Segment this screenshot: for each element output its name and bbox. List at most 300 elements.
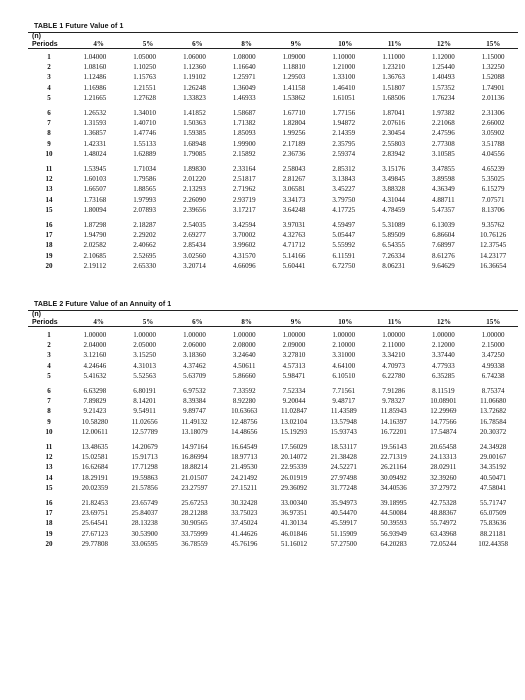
value-cell: 29.00167: [480, 453, 507, 462]
value-cell: 2.29202: [133, 231, 157, 240]
table-row: [28, 498, 518, 508]
value-cell: 9.64629: [431, 261, 455, 270]
table-row: [28, 128, 518, 138]
table-row: [28, 452, 518, 462]
rate-headers: [74, 318, 518, 326]
value-cell: 33.75999: [181, 529, 208, 538]
value-cell: 2.93719: [232, 195, 256, 204]
value-cell: 14.48656: [231, 427, 258, 436]
period-cell: 5: [47, 93, 51, 102]
value-cell: 29.36092: [280, 483, 308, 492]
value-cell: 1.00000: [382, 331, 405, 339]
table-row: [28, 164, 518, 174]
value-cell: 1.06000: [183, 53, 206, 61]
table-row: [28, 205, 518, 215]
value-cell: 25.67253: [181, 499, 208, 508]
value-cell: 2.85312: [332, 165, 356, 174]
value-cell: 1.85093: [232, 129, 256, 138]
column-header-row: [28, 40, 518, 48]
value-cell: 1.00000: [183, 331, 206, 339]
rate-header: 12%: [436, 40, 451, 48]
value-cell: 2.07616: [382, 119, 405, 128]
value-cell: 1.00000: [282, 331, 306, 339]
value-cell: 2.04000: [83, 341, 107, 350]
value-cell: 25.84037: [131, 509, 158, 518]
period-cell: 16: [45, 221, 53, 230]
value-cell: 1.12000: [431, 53, 455, 61]
value-cell: 1.15763: [133, 73, 157, 82]
value-cell: 1.36857: [83, 129, 107, 138]
value-cell: 1.71034: [133, 165, 157, 174]
period-cell: 1: [47, 53, 51, 61]
value-cell: 51.15909: [330, 529, 357, 538]
value-cell: 32.39260: [430, 473, 457, 482]
value-cell: 2.05000: [133, 341, 157, 350]
rate-header: 10%: [338, 40, 353, 48]
table-caption: TABLE 2 Future Value of an Annuity of 1: [34, 301, 172, 308]
value-cell: 1.99256: [282, 129, 306, 138]
value-cell: 4.70973: [382, 361, 405, 370]
value-cell: 2.71962: [232, 185, 256, 194]
value-cell: 1.97382: [431, 109, 455, 118]
value-cell: 25.64541: [81, 519, 109, 528]
value-cell: 2.65330: [133, 261, 157, 270]
value-cell: 1.12486: [83, 73, 107, 82]
value-cell: 23.65749: [131, 499, 158, 508]
value-cell: 40.50471: [480, 473, 507, 482]
value-cell: 39.18995: [380, 499, 407, 508]
period-cell: 8: [47, 129, 51, 138]
value-cell: 24.13313: [430, 453, 457, 462]
value-cell: 3.47855: [431, 165, 455, 174]
row-group: [28, 495, 518, 551]
value-cell: 8.75374: [481, 387, 505, 396]
value-cell: 1.36763: [382, 73, 405, 82]
table-body: [28, 327, 518, 551]
value-cell: 17.71298: [131, 463, 158, 472]
value-cell: 75.83636: [480, 519, 507, 528]
table-row: [28, 93, 518, 103]
value-cell: 5.63709: [183, 371, 206, 380]
period-cell: 2: [47, 341, 51, 350]
period-cell: 18: [45, 241, 53, 250]
period-cell: 12: [45, 453, 53, 462]
value-cell: 1.79085: [183, 149, 206, 158]
value-cell: 30.09492: [380, 473, 407, 482]
value-cell: 1.80094: [83, 205, 107, 214]
value-cell: 1.05000: [133, 53, 157, 61]
period-cell: 13: [45, 185, 53, 194]
value-cell: 3.20714: [183, 261, 206, 270]
value-cell: 1.61051: [332, 93, 356, 102]
table-row: [28, 406, 518, 416]
value-cell: 8.11519: [432, 387, 455, 396]
rate-header: 12%: [436, 318, 451, 326]
value-cell: 5.41632: [83, 371, 107, 380]
value-cell: 1.77156: [332, 109, 356, 118]
row-group: [28, 217, 518, 273]
table-row: [28, 462, 518, 472]
value-cell: 3.17217: [232, 205, 256, 214]
value-cell: 1.00000: [83, 331, 107, 339]
value-cell: 2.47596: [431, 129, 455, 138]
value-cell: 64.20283: [380, 539, 407, 548]
value-cell: 1.04000: [83, 53, 107, 61]
value-cell: 4.57313: [282, 361, 306, 370]
rate-header: 15%: [486, 40, 501, 48]
table-row: [28, 386, 518, 396]
table-row: [28, 118, 518, 128]
value-cell: 14.97164: [181, 443, 208, 452]
value-cell: 2.30454: [382, 129, 405, 138]
value-cell: 1.29503: [282, 73, 306, 82]
value-cell: 1.55133: [133, 139, 157, 148]
rate-header: 8%: [241, 318, 252, 326]
value-cell: 3.05902: [481, 129, 505, 138]
value-cell: 1.66507: [83, 185, 107, 194]
value-cell: 2.15892: [232, 149, 256, 158]
period-cell: 6: [47, 109, 51, 118]
value-cell: 1.25440: [431, 63, 455, 72]
value-cell: 16.62684: [81, 463, 109, 472]
period-cell: 10: [45, 149, 53, 158]
value-cell: 45.59917: [330, 519, 357, 528]
value-cell: 2.18287: [133, 221, 157, 230]
rate-header: 9%: [290, 318, 302, 326]
value-cell: 1.12360: [183, 63, 206, 72]
period-cell: 16: [45, 499, 53, 508]
value-cell: 3.99602: [232, 241, 256, 250]
rate-header: 4%: [93, 318, 104, 326]
value-cell: 37.45024: [231, 519, 258, 528]
value-cell: 36.97351: [280, 509, 308, 518]
value-cell: 26.21164: [380, 463, 407, 472]
value-cell: 6.15279: [481, 185, 505, 194]
value-cell: 9.54911: [133, 407, 156, 416]
value-cell: 1.87041: [382, 109, 405, 118]
value-cell: 21.01507: [181, 473, 208, 482]
value-cell: 33.00340: [280, 499, 308, 508]
value-cell: 7.91286: [382, 387, 405, 396]
value-cell: 1.41852: [183, 109, 206, 118]
value-cell: 34.35192: [480, 463, 507, 472]
value-cell: 27.15211: [231, 483, 258, 492]
period-cell: 15: [45, 205, 53, 214]
table-row: [28, 220, 518, 230]
value-cell: 42.75328: [430, 499, 457, 508]
table-row: [28, 195, 518, 205]
value-cell: 55.71747: [480, 499, 507, 508]
value-cell: 1.62889: [133, 149, 157, 158]
period-cell: 8: [47, 407, 51, 416]
value-cell: 1.40710: [133, 119, 157, 128]
value-cell: 2.31306: [481, 109, 505, 118]
value-cell: 24.21492: [231, 473, 258, 482]
value-cell: 13.18079: [181, 427, 208, 436]
value-cell: 1.16640: [232, 63, 256, 72]
table-row: [28, 83, 518, 93]
period-cell: 12: [45, 175, 53, 184]
value-cell: 4.37462: [183, 361, 206, 370]
value-cell: 1.50363: [183, 119, 206, 128]
value-cell: 2.55803: [382, 139, 405, 148]
value-cell: 1.60103: [83, 175, 107, 184]
value-cell: 9.78327: [382, 397, 405, 406]
period-cell: 4: [47, 361, 51, 370]
value-cell: 6.10510: [332, 371, 356, 380]
period-cell: 17: [45, 509, 53, 518]
value-cell: 3.10585: [431, 149, 455, 158]
value-cell: 2.26090: [183, 195, 206, 204]
value-cell: 7.68997: [431, 241, 455, 250]
value-cell: 2.35795: [332, 139, 356, 148]
value-cell: 1.79586: [133, 175, 157, 184]
value-cell: 1.67710: [282, 109, 306, 118]
value-cell: 21.49530: [231, 463, 258, 472]
value-cell: 30.53900: [131, 529, 158, 538]
value-cell: 18.29191: [81, 473, 109, 482]
value-cell: 31.77248: [330, 483, 357, 492]
value-cell: 44.50084: [380, 509, 407, 518]
value-cell: 51.16012: [280, 539, 308, 548]
value-cell: 3.13843: [332, 175, 356, 184]
value-cell: 1.10250: [133, 63, 157, 72]
value-cell: 8.06231: [382, 261, 405, 270]
table-row: [28, 261, 518, 271]
value-cell: 23.69751: [81, 509, 109, 518]
value-cell: 1.34010: [133, 109, 157, 118]
value-cell: 17.56029: [280, 443, 308, 452]
value-cell: 2.83942: [382, 149, 405, 158]
value-cell: 1.76234: [431, 93, 455, 102]
period-cell: 2: [47, 63, 51, 72]
value-cell: 1.32250: [481, 63, 505, 72]
value-cell: 1.74901: [481, 83, 505, 92]
value-cell: 1.00000: [481, 331, 505, 339]
rate-header: 9%: [290, 40, 302, 48]
value-cell: 3.15250: [133, 351, 157, 360]
value-cell: 1.33823: [183, 93, 206, 102]
value-cell: 1.42331: [83, 139, 107, 148]
value-cell: 11.06680: [480, 397, 507, 406]
value-cell: 29.77808: [81, 539, 109, 548]
value-cell: 6.63298: [83, 387, 107, 396]
value-cell: 1.27628: [133, 93, 157, 102]
value-cell: 1.00000: [332, 331, 356, 339]
value-cell: 18.53117: [330, 443, 357, 452]
value-cell: 2.81267: [282, 175, 306, 184]
table-row: [28, 330, 518, 340]
value-cell: 26.01919: [280, 473, 308, 482]
value-cell: 6.35285: [431, 371, 455, 380]
value-cell: 24.52271: [330, 463, 357, 472]
value-cell: 18.88214: [181, 463, 208, 472]
value-cell: 34.40536: [380, 483, 407, 492]
value-cell: 1.53862: [282, 93, 306, 102]
value-cell: 7.26334: [382, 251, 405, 260]
value-cell: 9.89747: [183, 407, 206, 416]
period-cell: 19: [45, 529, 53, 538]
value-cell: 3.64248: [282, 205, 306, 214]
value-cell: 1.00000: [232, 331, 256, 339]
value-cell: 1.53945: [83, 165, 107, 174]
value-cell: 22.71319: [380, 453, 407, 462]
value-cell: 1.18810: [282, 63, 306, 72]
n-label: (n): [32, 311, 41, 318]
value-cell: 7.07571: [481, 195, 505, 204]
value-cell: 16.86994: [181, 453, 208, 462]
period-cell: 13: [45, 463, 53, 472]
value-cell: 6.22780: [382, 371, 405, 380]
value-cell: 7.33592: [232, 387, 256, 396]
table-row: [28, 139, 518, 149]
value-cell: 72.05244: [430, 539, 457, 548]
table-row: [28, 108, 518, 118]
value-cell: 1.82804: [282, 119, 306, 128]
value-cell: 4.78459: [382, 205, 405, 214]
period-cell: 7: [47, 397, 51, 406]
table-row: [28, 251, 518, 261]
value-cell: 3.37440: [431, 351, 455, 360]
value-cell: 4.65239: [481, 165, 505, 174]
value-cell: 4.31013: [133, 361, 157, 370]
rate-header: 10%: [338, 318, 353, 326]
value-cell: 2.11000: [382, 341, 405, 350]
value-cell: 2.66002: [481, 119, 505, 128]
value-cell: 3.12160: [83, 351, 107, 360]
column-header-row: [28, 318, 518, 326]
value-cell: 1.26248: [183, 83, 206, 92]
value-cell: 1.25971: [232, 73, 256, 82]
period-cell: 19: [45, 251, 53, 260]
value-cell: 33.75023: [231, 509, 258, 518]
value-cell: 1.94872: [332, 119, 356, 128]
value-cell: 2.14359: [332, 129, 356, 138]
value-cell: 1.46410: [332, 83, 356, 92]
future-value-table: [28, 22, 518, 273]
value-cell: 3.79750: [332, 195, 356, 204]
value-cell: 28.13238: [131, 519, 158, 528]
value-cell: 1.10000: [332, 53, 356, 61]
value-cell: 12.29969: [430, 407, 457, 416]
value-cell: 3.88328: [382, 185, 405, 194]
value-cell: 4.32763: [282, 231, 306, 240]
value-cell: 1.00000: [431, 331, 455, 339]
value-cell: 5.55992: [332, 241, 356, 250]
value-cell: 24.34928: [480, 443, 507, 452]
value-cell: 8.13706: [481, 205, 505, 214]
value-cell: 10.63663: [231, 407, 258, 416]
value-cell: 4.88711: [432, 195, 455, 204]
value-cell: 5.60441: [282, 261, 306, 270]
value-cell: 3.02560: [183, 251, 206, 260]
value-cell: 1.08160: [83, 63, 107, 72]
value-cell: 8.14201: [133, 397, 157, 406]
value-cell: 2.02582: [83, 241, 107, 250]
value-cell: 3.24640: [232, 351, 256, 360]
value-cell: 11.02847: [281, 407, 308, 416]
value-cell: 3.34173: [282, 195, 306, 204]
value-cell: 23.27597: [181, 483, 208, 492]
value-cell: 13.48635: [81, 443, 109, 452]
value-cell: 2.51817: [232, 175, 256, 184]
value-cell: 4.04556: [481, 149, 505, 158]
value-cell: 2.77308: [431, 139, 455, 148]
value-cell: 1.00000: [133, 331, 157, 339]
period-cell: 10: [45, 427, 53, 436]
value-cell: 4.31044: [382, 195, 405, 204]
rate-header: 5%: [142, 40, 154, 48]
value-cell: 14.77566: [430, 417, 457, 426]
row-group: [28, 105, 518, 161]
value-cell: 4.71712: [282, 241, 306, 250]
table-row: [28, 361, 518, 371]
table-row: [28, 473, 518, 483]
rate-headers: [74, 40, 518, 48]
value-cell: 2.33164: [232, 165, 256, 174]
value-cell: 33.06595: [131, 539, 158, 548]
value-cell: 3.49845: [382, 175, 405, 184]
value-cell: 2.07893: [133, 205, 157, 214]
table-row: [28, 240, 518, 250]
period-cell: 17: [45, 231, 53, 240]
value-cell: 1.57352: [431, 83, 455, 92]
value-cell: 3.18360: [183, 351, 206, 360]
n-label-row: [28, 311, 518, 318]
value-cell: 4.77933: [431, 361, 455, 370]
value-cell: 10.76126: [480, 231, 507, 240]
value-cell: 6.54355: [382, 241, 405, 250]
value-cell: 20.30372: [480, 427, 507, 436]
table-row: [28, 508, 518, 518]
value-cell: 2.06000: [183, 341, 206, 350]
value-cell: 5.14166: [282, 251, 306, 260]
value-cell: 55.74972: [430, 519, 457, 528]
table-row: [28, 539, 518, 549]
value-cell: 2.69277: [183, 231, 206, 240]
value-cell: 2.52695: [133, 251, 157, 260]
value-cell: 1.23210: [382, 63, 405, 72]
value-cell: 1.52088: [481, 73, 505, 82]
value-cell: 15.02581: [81, 453, 109, 462]
value-cell: 1.21665: [83, 93, 107, 102]
value-cell: 3.70002: [232, 231, 256, 240]
value-cell: 2.12000: [431, 341, 455, 350]
value-cell: 2.54035: [183, 221, 206, 230]
row-group: [28, 383, 518, 439]
row-group: [28, 161, 518, 217]
value-cell: 56.93949: [380, 529, 407, 538]
value-cell: 41.44626: [231, 529, 258, 538]
value-cell: 36.78559: [181, 539, 208, 548]
value-cell: 45.76196: [231, 539, 258, 548]
period-cell: 14: [45, 195, 53, 204]
value-cell: 9.48717: [332, 397, 356, 406]
rate-header: 6%: [192, 40, 203, 48]
value-cell: 5.52563: [133, 371, 157, 380]
value-cell: 21.57856: [131, 483, 158, 492]
value-cell: 2.85434: [183, 241, 206, 250]
value-cell: 1.94790: [83, 231, 107, 240]
value-cell: 13.72682: [480, 407, 507, 416]
value-cell: 37.27972: [430, 483, 457, 492]
value-cell: 5.89509: [382, 231, 405, 240]
value-cell: 4.17725: [332, 205, 356, 214]
value-cell: 2.13293: [183, 185, 206, 194]
value-cell: 30.32428: [231, 499, 258, 508]
value-cell: 1.73168: [83, 195, 107, 204]
table-row: [28, 230, 518, 240]
